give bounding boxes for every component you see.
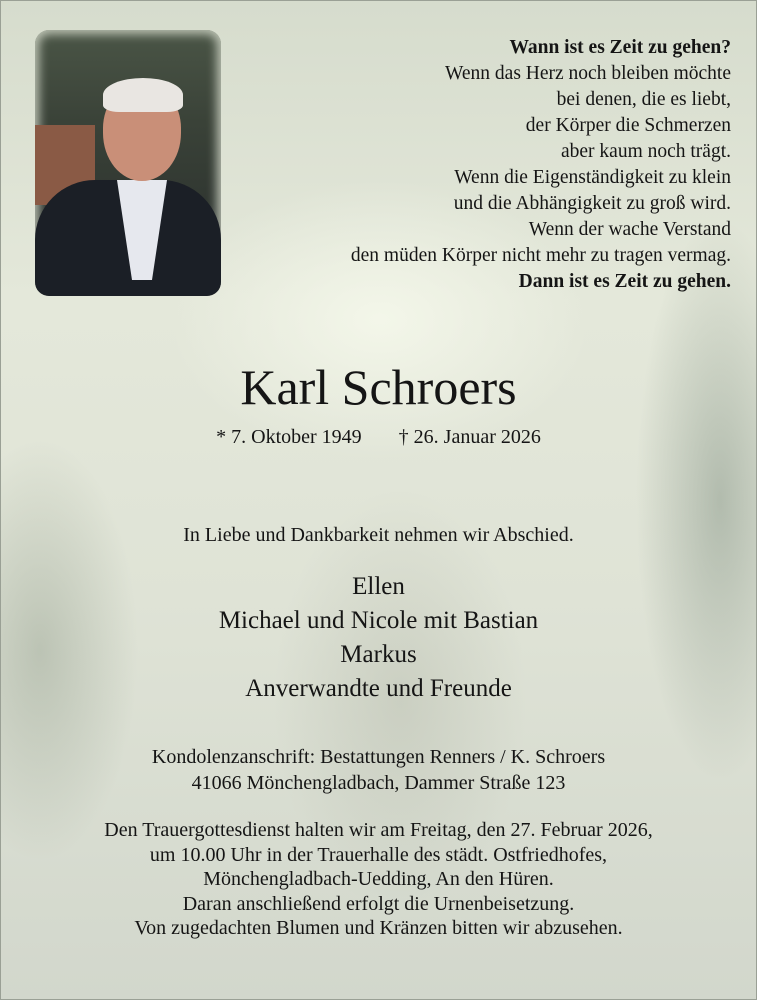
service-line: Daran anschließend erfolgt die Urnenbeisetzung. — [182, 892, 575, 915]
poem-line: Wenn das Herz noch bleiben möchte — [445, 63, 731, 84]
condolence-address — [0, 744, 757, 796]
deceased-name: Karl Schroers — [240, 359, 517, 415]
address-line: Kondolenzanschrift: Bestattungen Renners / K. Schroers — [151, 746, 606, 768]
poem-line: bei denen, die es liebt, — [556, 89, 731, 110]
death-date: † 26. Januar 2026 — [398, 426, 541, 448]
family-list — [0, 570, 757, 706]
poem-line: Wenn der wache Verstand — [528, 219, 731, 240]
address-line: 41066 Mönchengladbach, Dammer Straße 123 — [191, 772, 566, 794]
poem-closing: Dann ist es Zeit zu gehen. — [518, 271, 731, 292]
service-details — [0, 818, 757, 941]
farewell-text: In Liebe und Dankbarkeit nehmen wir Abschied. — [183, 524, 574, 546]
photo-hair — [103, 78, 183, 112]
family-member: Ellen — [352, 573, 405, 600]
service-line: Den Trauergottesdienst halten wir am Freitag, den 27. Februar 2026, — [104, 819, 653, 841]
poem-line: der Körper die Schmerzen — [525, 115, 731, 136]
birth-date: * 7. Oktober 1949 — [216, 426, 362, 448]
poem-line: den müden Körper nicht mehr zu tragen vermag. — [350, 245, 731, 266]
portrait-photo — [35, 30, 221, 296]
poem-line: Wenn die Eigenständigkeit zu klein — [454, 167, 731, 188]
poem-line: aber kaum noch trägt. — [560, 141, 731, 162]
poem-line: und die Abhängigkeit zu groß wird. — [453, 193, 731, 214]
family-member: Markus — [340, 641, 417, 668]
service-line: um 10.00 Uhr in der Trauerhalle des städt. Ostfriedhofes, — [149, 843, 608, 866]
service-line: Von zugedachten Blumen und Kränzen bitten wir abzusehen. — [134, 917, 623, 939]
life-dates — [0, 426, 757, 449]
service-line: Mönchengladbach-Uedding, An den Hüren. — [203, 868, 554, 890]
family-member: Michael und Nicole mit Bastian — [218, 607, 539, 634]
family-member: Anverwandte und Freunde — [245, 675, 512, 702]
poem — [351, 35, 731, 295]
poem-title: Wann ist es Zeit zu gehen? — [509, 37, 731, 58]
